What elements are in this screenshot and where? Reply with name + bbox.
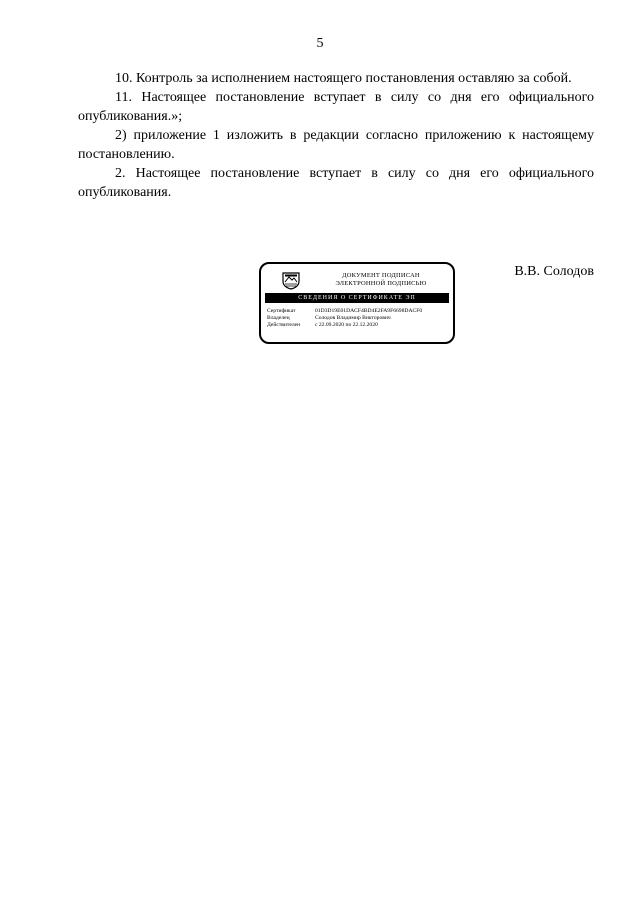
certificate-details (267, 308, 451, 329)
paragraph: 11. Настоящее постановление вступает в силу со дня его официального опубликования.»; (78, 90, 594, 124)
paragraph: 10. Контроль за исполнением настоящего постановления оставляю за собой. (115, 71, 572, 86)
document-body (78, 69, 594, 202)
validity-row (267, 322, 451, 329)
owner-label: Владелец (267, 315, 290, 321)
stamp-heading (311, 272, 451, 287)
certificate-info-bar: СВЕДЕНИЯ О СЕРТИФИКАТЕ ЭП (265, 293, 449, 303)
electronic-signature-stamp (259, 262, 455, 344)
paragraph: 2) приложение 1 изложить в редакции согласно приложению к настоящему постановлению. (78, 128, 594, 162)
coat-of-arms-icon (281, 270, 301, 290)
paragraph: 2. Настоящее постановление вступает в силу со дня его официального опубликования. (78, 166, 594, 200)
owner-value: Солодов Владимир Викторович (315, 315, 391, 321)
page-number: 5 (316, 36, 324, 51)
certificate-value: 01D3D19E01DACF4BD4E2FA9F6698DACF0 (315, 308, 423, 314)
owner-row (267, 315, 451, 322)
certificate-label: Сертификат (267, 308, 296, 314)
certificate-row (267, 308, 451, 315)
stamp-heading-line: ДОКУМЕНТ ПОДПИСАН (342, 272, 420, 279)
signer-name: В.В. Солодов (514, 264, 594, 279)
validity-value: с 22.09.2020 по 22.12.2020 (315, 322, 378, 328)
stamp-heading-line: ЭЛЕКТРОННОЙ ПОДПИСЬЮ (335, 279, 427, 287)
validity-label: Действителен (267, 322, 301, 328)
